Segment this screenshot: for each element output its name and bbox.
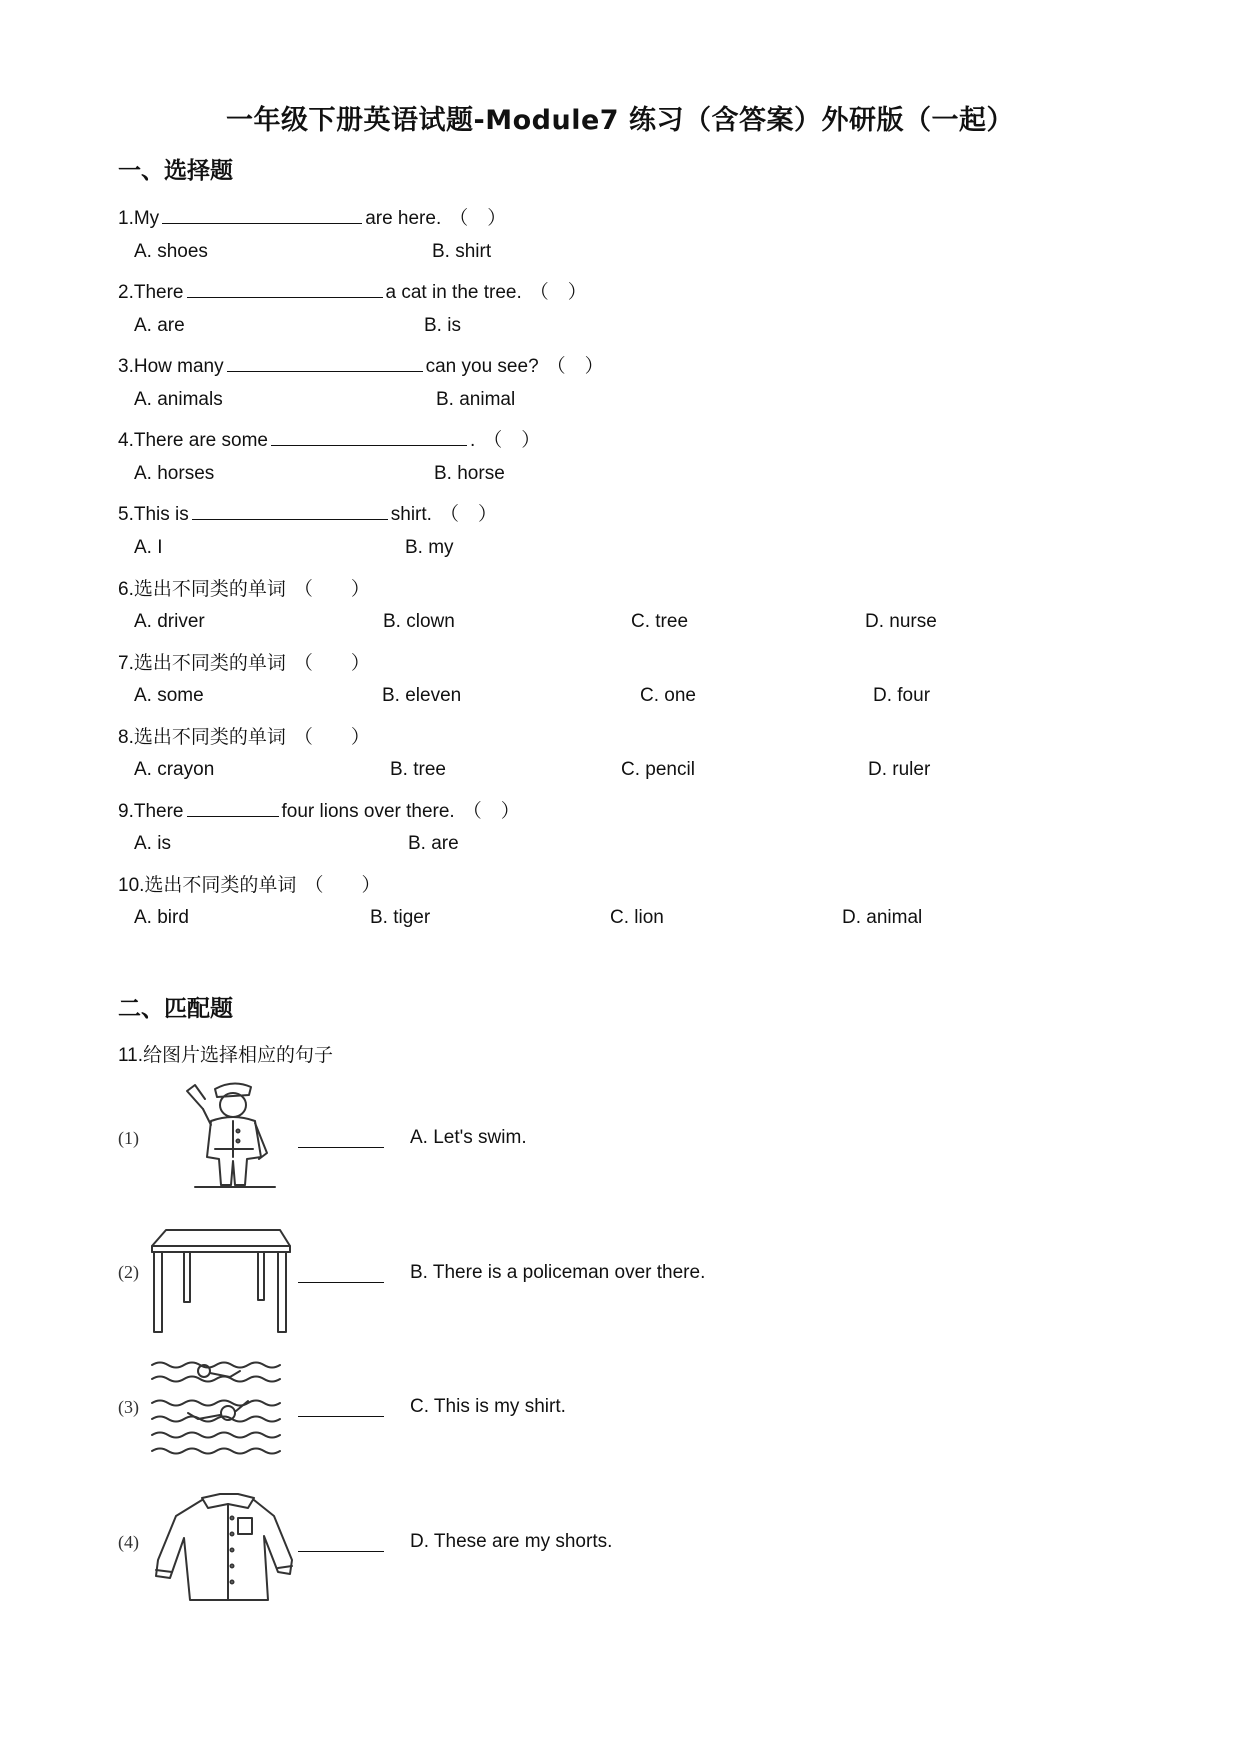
- match-sentence: A. Let's swim.: [410, 1127, 527, 1148]
- answer-blank[interactable]: [192, 501, 388, 520]
- option[interactable]: A. horses: [134, 463, 215, 484]
- answer-paren[interactable]: （ ）: [449, 208, 507, 229]
- shirt-icon: [150, 1490, 300, 1606]
- option[interactable]: D. four: [873, 685, 931, 706]
- page-title: 一年级下册英语试题-Module7 练习（含答案）外研版（一起）: [226, 105, 1014, 136]
- question-4: 4.There are some . （ ）: [118, 425, 540, 452]
- option[interactable]: D. nurse: [865, 611, 937, 632]
- option[interactable]: A. shoes: [134, 241, 208, 262]
- option[interactable]: A. crayon: [134, 759, 215, 780]
- policeman-saluting-icon: [175, 1075, 295, 1193]
- match-sentence: C. This is my shirt.: [410, 1396, 566, 1417]
- option[interactable]: A. bird: [134, 907, 189, 928]
- answer-paren[interactable]: （ ）: [293, 653, 370, 674]
- question-9: 9.There four lions over there. （ ）: [118, 796, 520, 823]
- question-1: 1.My are here. （ ）: [118, 203, 506, 230]
- match-label: (3): [118, 1397, 139, 1417]
- answer-blank[interactable]: [187, 279, 383, 298]
- question-8: 8.选出不同类的单词 （ ）: [118, 727, 370, 748]
- option[interactable]: B. animal: [436, 389, 516, 410]
- option[interactable]: D. animal: [842, 907, 923, 928]
- option[interactable]: C. one: [640, 685, 696, 706]
- option[interactable]: A. animals: [134, 389, 223, 410]
- answer-paren[interactable]: （ ）: [483, 430, 541, 451]
- match-label: (4): [118, 1532, 139, 1552]
- question-2: 2.There a cat in the tree. （ ）: [118, 277, 587, 304]
- option[interactable]: B. my: [405, 537, 454, 558]
- option[interactable]: B. tiger: [370, 907, 431, 928]
- option[interactable]: C. pencil: [621, 759, 695, 780]
- answer-paren[interactable]: （ ）: [304, 875, 381, 896]
- answer-paren[interactable]: （ ）: [439, 504, 497, 525]
- option[interactable]: B. are: [408, 833, 459, 854]
- answer-blank[interactable]: [162, 205, 362, 224]
- answer-paren[interactable]: （ ）: [529, 282, 587, 303]
- option[interactable]: A. is: [134, 833, 171, 854]
- option[interactable]: C. lion: [610, 907, 664, 928]
- match-label: (2): [118, 1262, 139, 1282]
- table-icon: [148, 1220, 296, 1338]
- section-heading-choice: 一、选择题: [118, 158, 233, 184]
- option[interactable]: A. some: [134, 685, 204, 706]
- answer-blank[interactable]: [271, 427, 467, 446]
- option[interactable]: B. clown: [383, 611, 455, 632]
- option[interactable]: B. shirt: [432, 241, 492, 262]
- option[interactable]: A. I: [134, 537, 163, 558]
- match-prompt: 11.给图片选择相应的句子: [118, 1045, 334, 1066]
- option[interactable]: A. driver: [134, 611, 205, 632]
- question-6: 6.选出不同类的单词 （ ）: [118, 579, 370, 600]
- answer-paren[interactable]: （ ）: [293, 727, 370, 748]
- answer-paren[interactable]: （ ）: [462, 801, 520, 822]
- match-answer-line[interactable]: [298, 1147, 384, 1148]
- question-7: 7.选出不同类的单词 （ ）: [118, 653, 370, 674]
- match-label: (1): [118, 1128, 139, 1148]
- answer-blank[interactable]: [227, 353, 423, 372]
- match-sentence: D. These are my shorts.: [410, 1531, 613, 1552]
- question-5: 5.This is shirt. （ ）: [118, 499, 497, 526]
- option[interactable]: C. tree: [631, 611, 689, 632]
- question-10: 10.选出不同类的单词 （ ）: [118, 875, 381, 896]
- match-answer-line[interactable]: [298, 1282, 384, 1283]
- question-3: 3.How many can you see? （ ）: [118, 351, 604, 378]
- answer-paren[interactable]: （ ）: [546, 356, 604, 377]
- option[interactable]: D. ruler: [868, 759, 931, 780]
- option[interactable]: B. eleven: [382, 685, 462, 706]
- match-sentence: B. There is a policeman over there.: [410, 1262, 706, 1283]
- answer-paren[interactable]: （ ）: [293, 579, 370, 600]
- option[interactable]: B. tree: [390, 759, 446, 780]
- match-answer-line[interactable]: [298, 1416, 384, 1417]
- option[interactable]: B. horse: [434, 463, 505, 484]
- answer-blank[interactable]: [187, 798, 279, 817]
- swimmers-icon: [148, 1355, 288, 1463]
- match-answer-line[interactable]: [298, 1551, 384, 1552]
- section-heading-match: 二、匹配题: [118, 996, 233, 1022]
- option[interactable]: A. are: [134, 315, 185, 336]
- option[interactable]: B. is: [424, 315, 461, 336]
